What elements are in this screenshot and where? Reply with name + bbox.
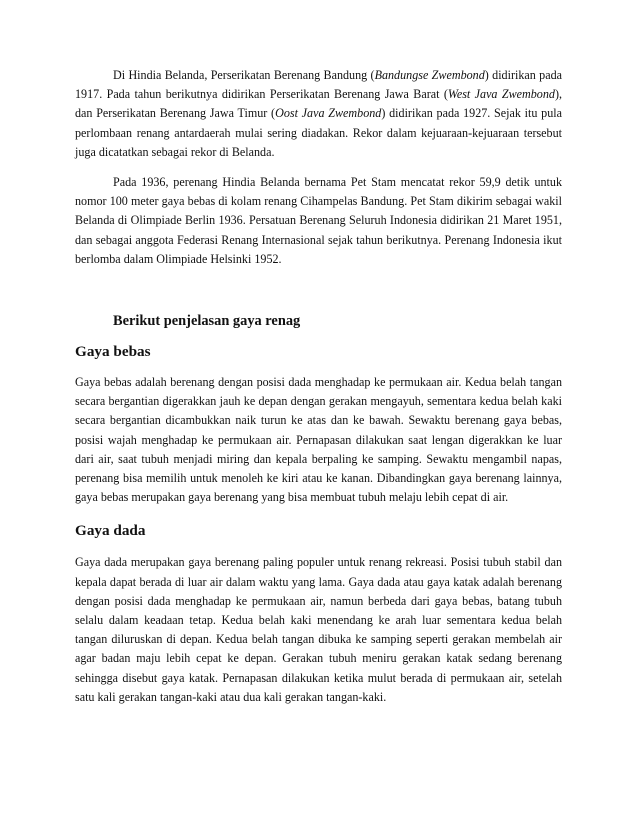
- intro-p1-italic-west-java: West Java Zwembond: [447, 87, 555, 102]
- intro-p1-text-4: ) didirikan pada 1927. Sejak itu pula perlombaan renang antardaerah mulai sering diadakan. Rekor dalam kejuaraan-kejuaraan tersebut juga dicatatkan sebagai rekor di Belanda.: [75, 106, 562, 159]
- section-text-gaya-dada: Gaya dada merupakan gaya berenang paling populer untuk renang rekreasi. Posisi tubuh stabil dan kepala dapat berada di luar air dalam waktu yang lama. Gaya dada atau gaya katak adalah berenang dengan posisi dada menghadap ke permukaan air, namun berbeda dari gaya bebas, batang tubuh selalu dalam keadaan tetap. Kedua belah kaki menendang ke arah luar sementara kedua belah tangan diluruskan di depan. Kedua belah tangan dibuka ke samping seperti gerakan membelah air agar badan maju lebih cepat ke depan. Gerakan tubuh meniru gerakan katak sedang berenang sehingga disebut gaya katak. Pernapasan dilakukan ketika mulut berada di permukaan air, setelah satu kali gerakan tangan-kaki atau dua kali gerakan tangan-kaki.: [75, 555, 562, 704]
- intro-p1-italic-bandungse: Bandungse Zwembond: [374, 68, 485, 82]
- section-heading-gaya-bebas: Gaya bebas: [75, 343, 151, 361]
- lead-heading: Berikut penjelasan gaya renag: [113, 313, 301, 330]
- intro-p1-text-3: ), dan Perserikatan Berenang Jawa Timur (: [75, 87, 563, 121]
- intro-p1-text-2: ) didirikan pada 1917. Pada tahun berikutnya didirikan Perserikatan Berenang Jawa Barat (: [75, 68, 562, 102]
- section-heading-gaya-dada: Gaya dada: [75, 522, 146, 540]
- intro-p1-italic-oost-java: Oost Java Zwembond: [275, 106, 382, 121]
- section-text-gaya-bebas: Gaya bebas adalah berenang dengan posisi dada menghadap ke permukaan air. Kedua belah tangan secara bergantian digerakkan jauh ke depan dengan gerakan mengayuh, sementara kedua belah kaki secara bergantian dicambukkan naik turun ke atas dan ke bawah. Sewaktu berenang gaya bebas, posisi wajah menghadap ke permukaan air. Pernapasan dilakukan saat lengan digerakkan ke luar dari air, saat tubuh menjadi miring dan kepala berpaling ke samping. Sewaktu mengambil napas, perenang bisa memilih untuk menoleh ke kiri atau ke kanan. Dibandingkan gaya berenang lainnya, gaya bebas merupakan gaya berenang yang bisa membuat tubuh melaju lebih cepat di air.: [75, 375, 562, 505]
- intro-paragraph-2: Pada 1936, perenang Hindia Belanda bernama Pet Stam mencatat rekor 59,9 detik untuk nomor 100 meter gaya bebas di kolam renang Cihampelas Bandung. Pet Stam dikirim sebagai wakil Belanda di Olimpiade Berlin 1936. Persatuan Berenang Seluruh Indonesia didirikan 21 Maret 1951, dan sebagai anggota Federasi Renang Internasional sejak tahun berikutnya. Perenang Indonesia ikut berlomba dalam Olimpiade Helsinki 1952.: [75, 175, 562, 266]
- document-body: [75, 66, 562, 707]
- intro-paragraph-1: [75, 66, 562, 162]
- intro-p1-text-1: Di Hindia Belanda, Perserikatan Berenang Bandung (: [113, 68, 375, 82]
